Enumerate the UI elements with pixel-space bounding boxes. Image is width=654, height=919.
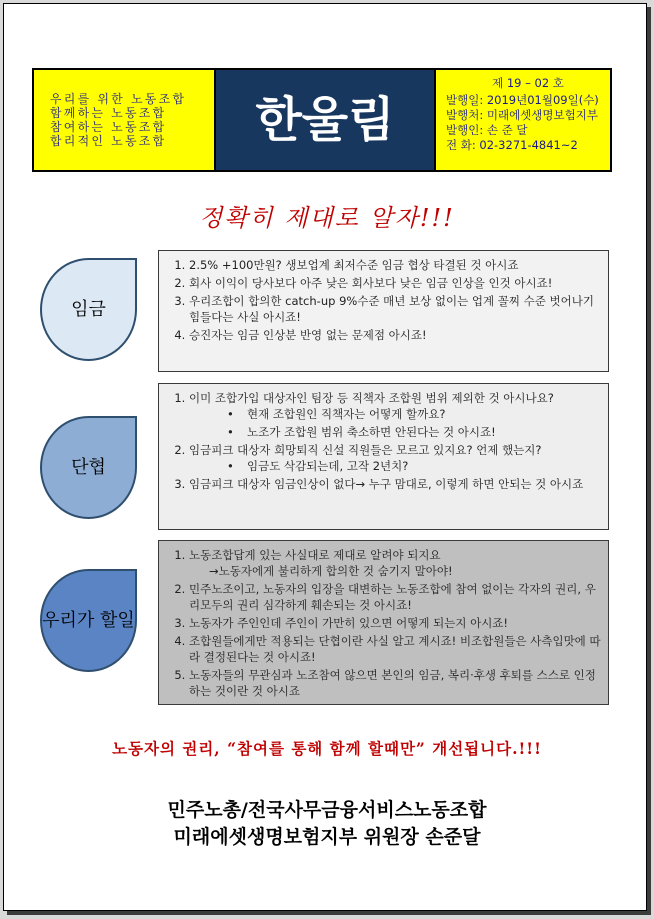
tasks-list <box>159 547 602 699</box>
signature-name: 미래에셋생명보험지부 위원장 손준달 <box>173 826 481 848</box>
sub-item: • 현재 조합원인 직책자는 어떻게 할까요? <box>189 406 602 422</box>
publication-info <box>436 68 612 172</box>
list-item: 1. 2.5% +100만원? 생보업계 최저수준 임금 협상 타결된 것 아시죠 <box>189 257 602 273</box>
list-item: 3. 노동자가 주인인데 주인이 가만히 있으면 어떻게 되는지 아시죠! <box>189 615 602 631</box>
wage-box <box>158 250 609 372</box>
list-item: 4. 승진자는 임금 인상분 반영 없는 문제점 아시죠! <box>189 327 602 343</box>
motto-line: 참여하는 노동조합 <box>50 120 167 134</box>
list-item: 2. 회사 이익이 당사보다 아주 낮은 회사보다 낮은 임금 인상을 인것 아시죠! <box>189 275 602 291</box>
sub-item: • 노조가 조합원 범위 축소하면 안된다는 것 아시죠! <box>189 424 602 440</box>
motto-line: 함께하는 노동조합 <box>50 106 167 120</box>
list-item <box>189 547 602 579</box>
list-item <box>189 390 602 440</box>
list-item: 5. 노동자들의 무관심과 노조참여 않으면 본인의 임금, 복리·후생 후퇴를 스스로 인정하는 것이란 것 아시죠 <box>189 667 602 699</box>
publisher: 발행처: 미래에셋생명보험지부 <box>446 108 598 122</box>
item-text: 노동조합답게 있는 사실대로 제대로 알려야 되지요 <box>189 548 441 562</box>
list-item: 2. 민주노조이고, 노동자의 입장을 대변하는 노동조합에 참여 없이는 각자의 권리, 우리모두의 권리 심각하게 훼손되는 것 아시죠! <box>189 581 602 613</box>
phone: 전 화: 02-3271-4841~2 <box>446 138 578 152</box>
issue-number: 제 19 – 02 호 <box>492 76 564 90</box>
issuer: 발행인: 손 준 달 <box>446 123 528 137</box>
list-item: 4. 조합원들에게만 적용되는 단협이란 사실 알고 계시죠! 비조합원들은 사측입맛에 따라 결정된다는 것 아시죠! <box>189 633 602 665</box>
sub-list <box>189 406 602 440</box>
list-item <box>189 442 602 474</box>
item-text: 이미 조합가입 대상자인 팀장 등 직책자 조합원 범위 제외한 것 아시나요? <box>189 391 554 405</box>
sub-list <box>189 458 602 474</box>
section-label-wage: 임금 <box>40 258 137 361</box>
signature-org: 민주노총/전국사무금융서비스노동조합 <box>167 799 487 821</box>
agreement-box <box>158 383 609 530</box>
tasks-box <box>158 540 609 705</box>
newsletter-title: 한울림 <box>214 68 436 172</box>
wage-list <box>159 257 602 343</box>
motto-block <box>32 68 214 172</box>
publish-date: 발행일: 2019년01월09일(수) <box>446 93 599 107</box>
list-item: 3. 임금피크 대상자 임금인상이 없다→ 누구 맘대로, 이렇게 하면 안되는 것 아시죠 <box>189 476 602 492</box>
motto-line: 합리적인 노동조합 <box>50 134 167 148</box>
list-item: 3. 우리조합이 합의한 catch-up 9%수준 매년 보상 없이는 업계 꼴찌 수준 벗어나기 힘들다는 사실 아시죠! <box>189 293 602 325</box>
sub-item: • 임금도 삭감되는데, 고작 2년치? <box>189 458 602 474</box>
agreement-list <box>159 390 602 492</box>
section-label-our-tasks: 우리가 할일 <box>40 569 137 672</box>
item-text: 임금피크 대상자 희망퇴직 신설 직원들은 모르고 있지요? 언제 했는지? <box>189 443 542 457</box>
motto-line: 우리를 위한 노동조합 <box>50 92 187 106</box>
slogan: 정확히 제대로 알자!!! <box>199 204 455 232</box>
closing-notice: 노동자의 권리, “참여를 통해 함께 할때만” 개선됩니다.!!! <box>112 739 542 758</box>
section-label-agreement: 단협 <box>40 416 137 519</box>
arrow-note: →노동자에게 불리하게 합의한 것 숨기지 말아야! <box>209 564 453 578</box>
